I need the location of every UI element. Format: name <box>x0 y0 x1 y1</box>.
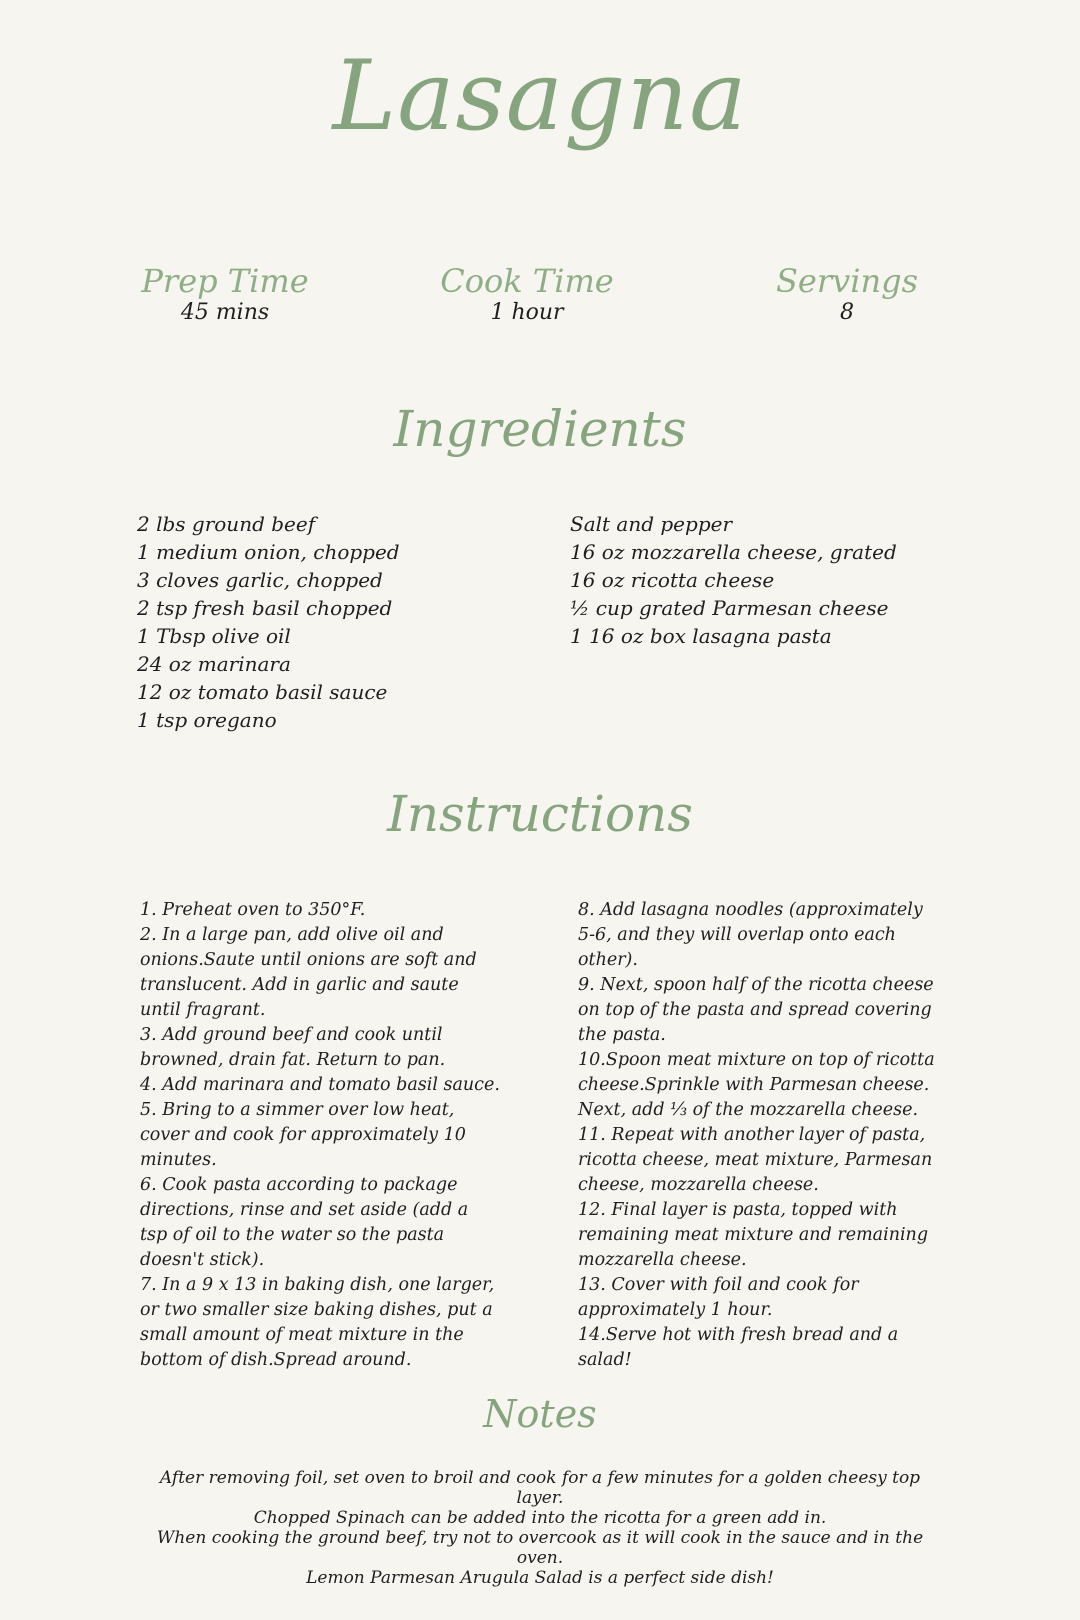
cook-time-value: 1 hour <box>490 300 564 325</box>
instructions-heading: Instructions <box>387 785 693 843</box>
ingredient-item: 2 tsp fresh basil chopped <box>137 596 393 620</box>
servings-block <box>717 262 977 326</box>
ingredients-list-left <box>137 510 400 734</box>
recipe-title: Lasagna <box>332 40 748 152</box>
cook-time-label: Cook Time <box>440 262 614 300</box>
ingredient-item: 16 oz ricotta cheese <box>570 568 775 592</box>
ingredient-item: 12 oz tomato basil sauce <box>137 680 388 704</box>
ingredient-item: 1 Tbsp olive oil <box>137 624 291 648</box>
note-item: Chopped Spinach can be added into the ricotta for a green add in. <box>253 1508 827 1528</box>
prep-time-block <box>95 262 355 326</box>
instruction-step: 3. Add ground beef and cook until browned, drain fat. Return to pan. <box>140 1025 446 1070</box>
ingredient-item: 1 medium onion, chopped <box>137 540 400 564</box>
cook-time-block <box>397 262 657 326</box>
instruction-step: 10.Spoon meat mixture on top of ricotta cheese.Sprinkle with Parmesan cheese. Next, add ⅓ of the mozzarella cheese. <box>578 1050 935 1120</box>
instruction-step: 9. Next, spoon half of the ricotta cheese on top of the pasta and spread covering the pasta. <box>578 975 934 1045</box>
notes-list <box>140 1468 940 1588</box>
prep-time-value: 45 mins <box>180 300 270 325</box>
note-item: When cooking the ground beef, try not to overcook as it will cook in the sauce and in the oven. <box>156 1528 924 1568</box>
ingredient-item: 2 lbs ground beef <box>137 512 316 536</box>
ingredient-item: Salt and pepper <box>570 512 733 536</box>
servings-label: Servings <box>776 262 918 300</box>
ingredient-item: 16 oz mozzarella cheese, grated <box>570 540 897 564</box>
note-item: After removing foil, set oven to broil and cook for a few minutes for a golden cheesy top layer. <box>159 1468 921 1508</box>
instruction-step: 7. In a 9 x 13 in baking dish, one larger, or two smaller size baking dishes, put a small amount of meat mixture in the bottom of dish.Spread around. <box>140 1275 495 1370</box>
ingredient-item: 1 tsp oregano <box>137 708 277 732</box>
ingredient-item: ½ cup grated Parmesan cheese <box>570 596 889 620</box>
instruction-step: 11. Repeat with another layer of pasta, ricotta cheese, meat mixture, Parmesan cheese, mozzarella cheese. <box>578 1125 933 1195</box>
instruction-step: 14.Serve hot with fresh bread and a salad! <box>578 1325 899 1370</box>
instructions-list-right <box>578 898 938 1373</box>
ingredient-item: 3 cloves garlic, chopped <box>137 568 383 592</box>
instruction-step: 2. In a large pan, add olive oil and onions.Saute until onions are soft and translucent. Add in garlic and saute until fragrant. <box>140 925 477 1020</box>
servings-value: 8 <box>840 300 854 325</box>
ingredient-item: 1 16 oz box lasagna pasta <box>570 624 832 648</box>
ingredients-heading: Ingredients <box>393 400 687 458</box>
instruction-step: 6. Cook pasta according to package directions, rinse and set aside (add a tsp of oil to the water so the pasta doesn't stick). <box>140 1175 469 1270</box>
instruction-step: 1. Preheat oven to 350°F. <box>140 900 366 920</box>
instructions-list-left <box>140 898 500 1373</box>
prep-time-label: Prep Time <box>141 262 309 300</box>
instruction-step: 5. Bring to a simmer over low heat, cover and cook for approximately 10 minutes. <box>140 1100 466 1170</box>
instruction-step: 12. Final layer is pasta, topped with remaining meat mixture and remaining mozzarella cheese. <box>578 1200 929 1270</box>
note-item: Lemon Parmesan Arugula Salad is a perfect side dish! <box>306 1568 774 1588</box>
ingredients-list-right <box>570 510 897 650</box>
instruction-step: 8. Add lasagna noodles (approximately 5-6, and they will overlap onto each other). <box>578 900 923 970</box>
ingredient-item: 24 oz marinara <box>137 652 291 676</box>
notes-heading: Notes <box>483 1392 597 1436</box>
instruction-step: 13. Cover with foil and cook for approximately 1 hour. <box>578 1275 859 1320</box>
instruction-step: 4. Add marinara and tomato basil sauce. <box>140 1075 500 1095</box>
